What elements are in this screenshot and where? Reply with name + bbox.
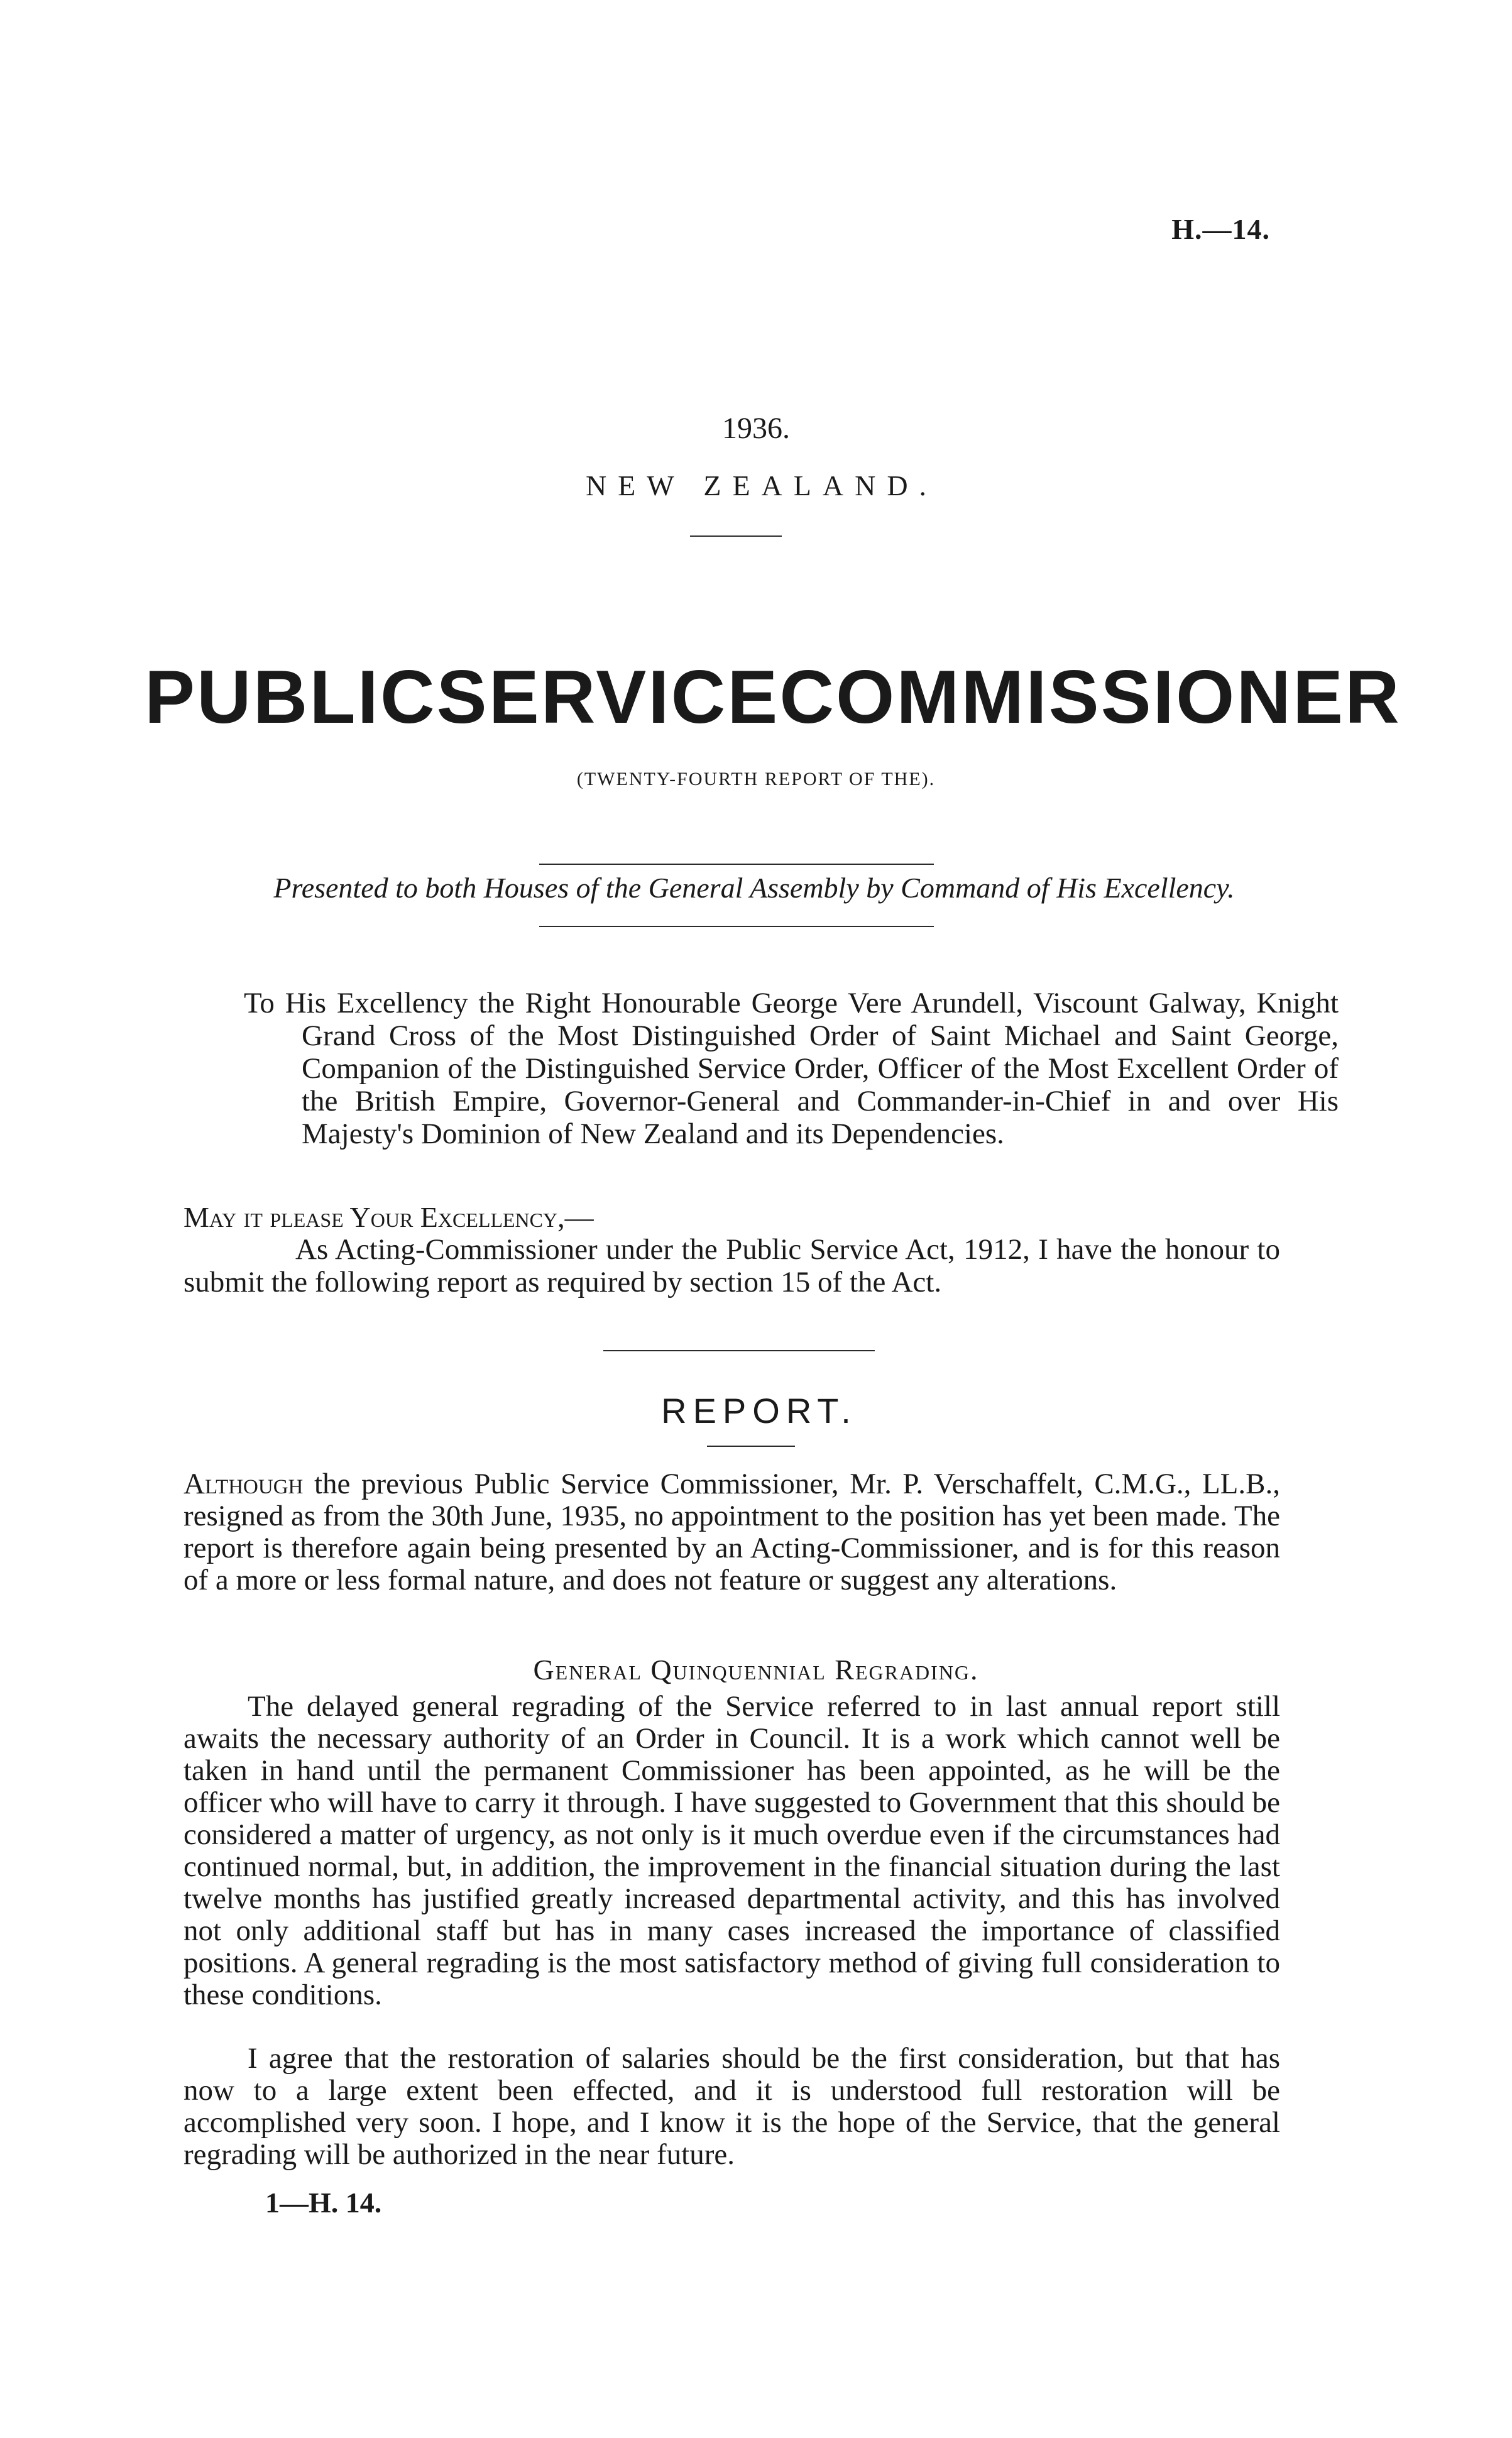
page-reference: H.—14. xyxy=(1171,213,1270,245)
section-heading: General Quinquennial Regrading. xyxy=(533,1654,979,1686)
report-heading: REPORT. xyxy=(661,1391,857,1430)
paragraph-text: the previous Public Service Commissioner, Mr. P. Verschaffelt, C.M.G., LL.B., resigned as from the 30th June, 1935, no appointment to the position has yet been made. The report is therefore again being presented by an Acting-Commissioner, and is for this reason of a more or less formal nature, and does not feature or suggest any alterations. xyxy=(184,1468,1280,1596)
divider-rule xyxy=(539,864,934,865)
intro-paragraph: As Acting-Commissioner under the Public Service Act, 1912, I have the honour to submit the following report as required by section 15 of the Act. xyxy=(184,1233,1280,1299)
address-paragraph: To His Excellency the Right Honourable George Vere Arundell, Viscount Galway, Knight Grand Cross of the Most Distinguished Order of Saint Michael and Saint George, Companion of the Distinguished Service Order, Officer of the Most Excellent Order of the British Empire, Governor-General and Commander-in-Chief in and over His Majesty's Dominion of New Zealand and its Dependencies. xyxy=(244,987,1339,1150)
title-word: SERVICE xyxy=(436,655,780,739)
report-paragraph-3: I agree that the restoration of salaries should be the first consideration, but that has now to a large extent been effected, and it is understood full restoration will be accomplished very soon. I hope, and I know it is the hope of the Service, that the general regrading will be authorized in the near future. xyxy=(184,2042,1280,2171)
footer-page-reference: 1—H. 14. xyxy=(265,2187,382,2219)
presented-line: Presented to both Houses of the General Assembly by Command of His Excellency. xyxy=(273,872,1235,904)
report-paragraph-1 xyxy=(184,1468,1280,1596)
title-word: COMMISSIONER xyxy=(779,655,1401,739)
divider-rule xyxy=(603,1350,875,1351)
divider-rule xyxy=(690,535,782,537)
publication-year: 1936. xyxy=(722,412,790,445)
country-heading: NEW ZEALAND. xyxy=(585,469,938,502)
salutation: May it please Your Excellency,— xyxy=(184,1201,594,1233)
document-title xyxy=(145,654,1401,740)
divider-rule xyxy=(707,1446,795,1447)
lead-word: Although xyxy=(184,1468,304,1500)
title-word: PUBLIC xyxy=(145,655,437,739)
document-subtitle: (TWENTY-FOURTH REPORT OF THE). xyxy=(576,769,936,789)
report-paragraph-2: The delayed general regrading of the Service referred to in last annual report still awaits the necessary authority of an Order in Council. It is a work which cannot well be taken in hand until the permanent Commissioner has been appointed, as he will be the officer who will have to carry it through. I have suggested to Government that this should be considered a matter of urgency, as not only is it much overdue even if the circumstances had continued normal, but, in addition, the improvement in the financial situation during the last twelve months has justified greatly increased departmental activity, and this has involved not only additional staff but has in many cases increased the importance of classified positions. A general regrading is the most satisfactory method of giving full consideration to these conditions. xyxy=(184,1690,1280,2011)
divider-rule xyxy=(539,926,934,927)
